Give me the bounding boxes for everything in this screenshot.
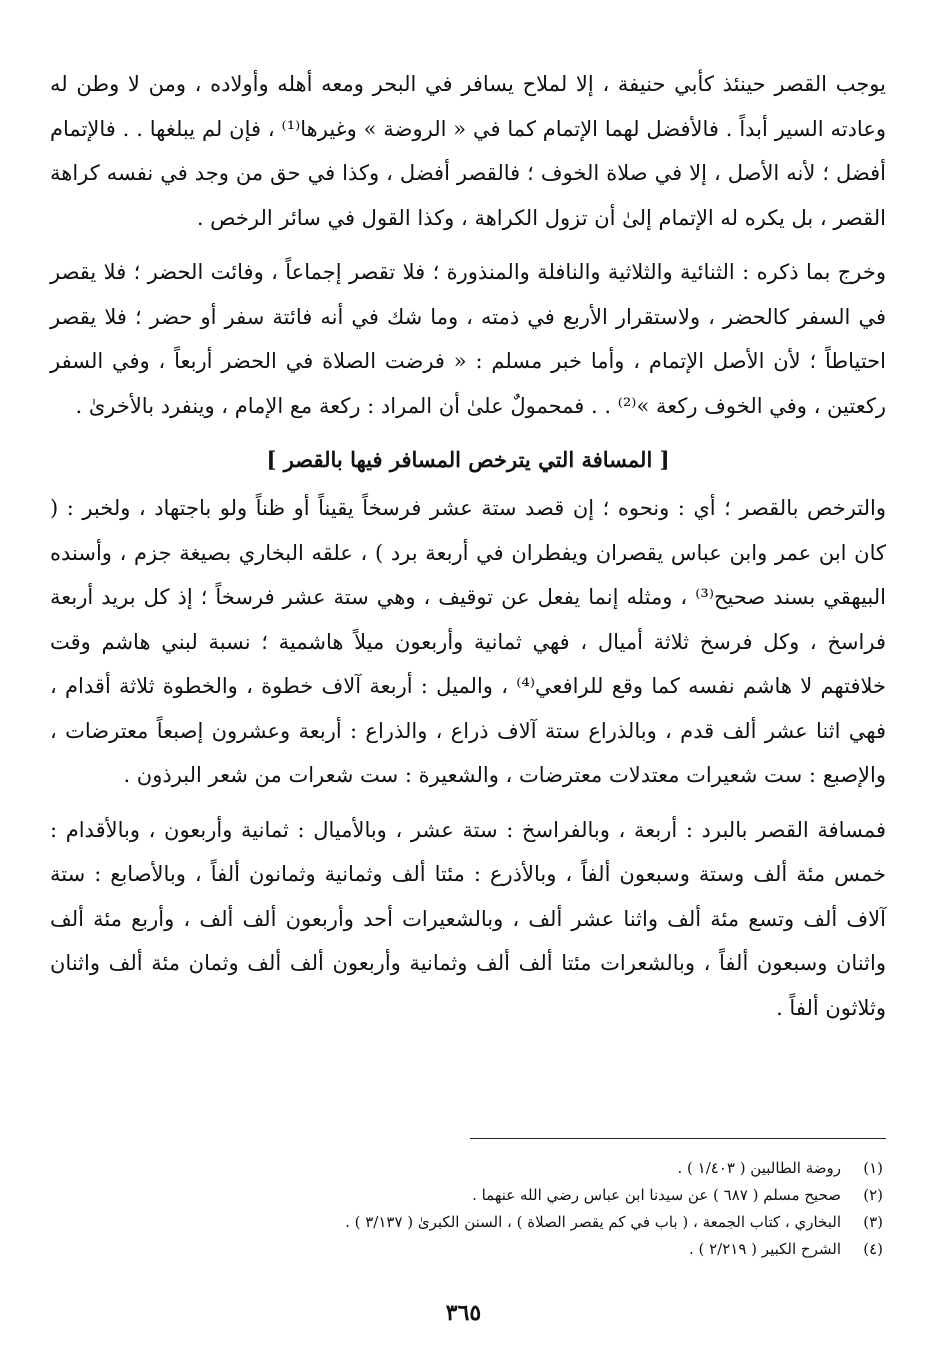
footnote-number: (٣) [863, 1213, 883, 1231]
paragraph-1: يوجب القصر حينئذ كأبي حنيفة ، إلا لملاح يسافر في البحر ومعه أهله وأولاده ، ومن لا وطن له وعادته السير أبداً . فالأفضل لهما الإتمام كما في « الروضة » وغيرها⁽¹⁾ ، فإن لم يبلغها . . فالإتمام أفضل ؛ لأنه الأصل ، إلا في صلاة الخوف ؛ فالقصر أفضل ، وكذا في حق من وجد في نفسه كراهة القصر ، بل يكره له الإتمام إلىٰ أن تزول الكراهة ، وكذا القول في سائر الرخص . [50, 72, 886, 230]
footnote-3 [83, 1209, 883, 1236]
paragraph-3: والترخص بالقصر ؛ أي : ونحوه ؛ إن قصد ستة عشر فرسخاً يقيناً أو ظناً ولو باجتهاد ، ولخبر : ( كان ابن عمر وابن عباس يقصران ويفطران في أربعة برد ) ، علقه البخاري بصيغة جزم ، وأسنده البيهقي بسند صحيح⁽³⁾ ، ومثله إنما يفعل عن توقيف ، وهي ستة عشر فرسخاً ؛ إذ كل بريد أربعة فراسخ ، وكل فرسخ ثلاثة أميال ، فهي ثمانية وأربعون ميلاً هاشمية ؛ نسبة لبني هاشم وقت خلافتهم لا هاشم نفسه كما وقع للرافعي⁽⁴⁾ ، والميل : أربعة آلاف خطوة ، والخطوة ثلاثة أقدام ، فهي اثنا عشر ألف قدم ، وبالذراع ستة آلاف ذراع ، والذراع : أربعة وعشرون إصبعاً معترضات ، والإصبع : ست شعيرات معتدلات معترضات ، والشعيرة : ست شعرات من شعر البرذون . [50, 496, 886, 787]
footnote-text: الشرح الكبير ( ٢/٢١٩ ) . [688, 1240, 841, 1258]
paragraph-4: فمسافة القصر بالبرد : أربعة ، وبالفراسخ : ستة عشر ، وبالأميال : ثمانية وأربعون ، وبالأقدام : خمس مئة ألف وستة وسبعون ألفاً ، وبالأذرع : مئتا ألف وثمانية وثمانون ألفاً ، وبالأصابع : ستة آلاف ألف وتسع مئة ألف واثنا عشر ألف ، وبالشعيرات أحد وأربعون ألف ألف ، وأربع مئة ألف واثنان وسبعون ألفاً ، وبالشعرات مئتا ألف ألف وثمانية وأربعون ألف ألف وثمان مئة ألف واثنان وثلاثون ألفاً . [50, 817, 886, 1020]
page-body [50, 62, 886, 1030]
footnote-divider [470, 1138, 886, 1139]
footnote-text: روضة الطالبين ( ١/٤٠٣ ) . [677, 1159, 841, 1177]
footnote-4 [83, 1236, 883, 1263]
section-heading: [ المسافة التي يترخص المسافر فيها بالقصر ] [266, 447, 670, 472]
page-number: ٣٦٥ [445, 1300, 482, 1326]
footnote-number: (١) [863, 1159, 883, 1177]
footnote-2 [83, 1182, 883, 1209]
footnote-text: البخاري ، كتاب الجمعة ، ( باب في كم يقصر الصلاة ) ، السنن الكبرىٰ ( ٣/١٣٧ ) . [345, 1213, 841, 1231]
paragraph-2: وخرج بما ذكره : الثنائية والثلاثية والنافلة والمنذورة ؛ فلا تقصر إجماعاً ، وفائت الحضر ؛ فلا يقصر في السفر كالحضر ، ولاستقرار الأربع في ذمته ، وما شك في أنه فائتة سفر أو حضر ؛ فلا يقصر احتياطاً ؛ لأن الأصل الإتمام ، وأما خبر مسلم : « فرضت الصلاة في الحضر أربعاً ، وفي السفر ركعتين ، وفي الخوف ركعة »⁽²⁾ . . فمحمولٌ علىٰ أن المراد : ركعة مع الإمام ، وينفرد بالأخرىٰ . [50, 260, 886, 418]
footnote-number: (٤) [863, 1240, 883, 1258]
footnote-1 [83, 1155, 883, 1182]
footnote-text: صحيح مسلم ( ٦٨٧ ) عن سيدنا ابن عباس رضي الله عنهما . [472, 1186, 841, 1204]
footnote-number: (٢) [863, 1186, 883, 1204]
footnotes [83, 1155, 883, 1263]
